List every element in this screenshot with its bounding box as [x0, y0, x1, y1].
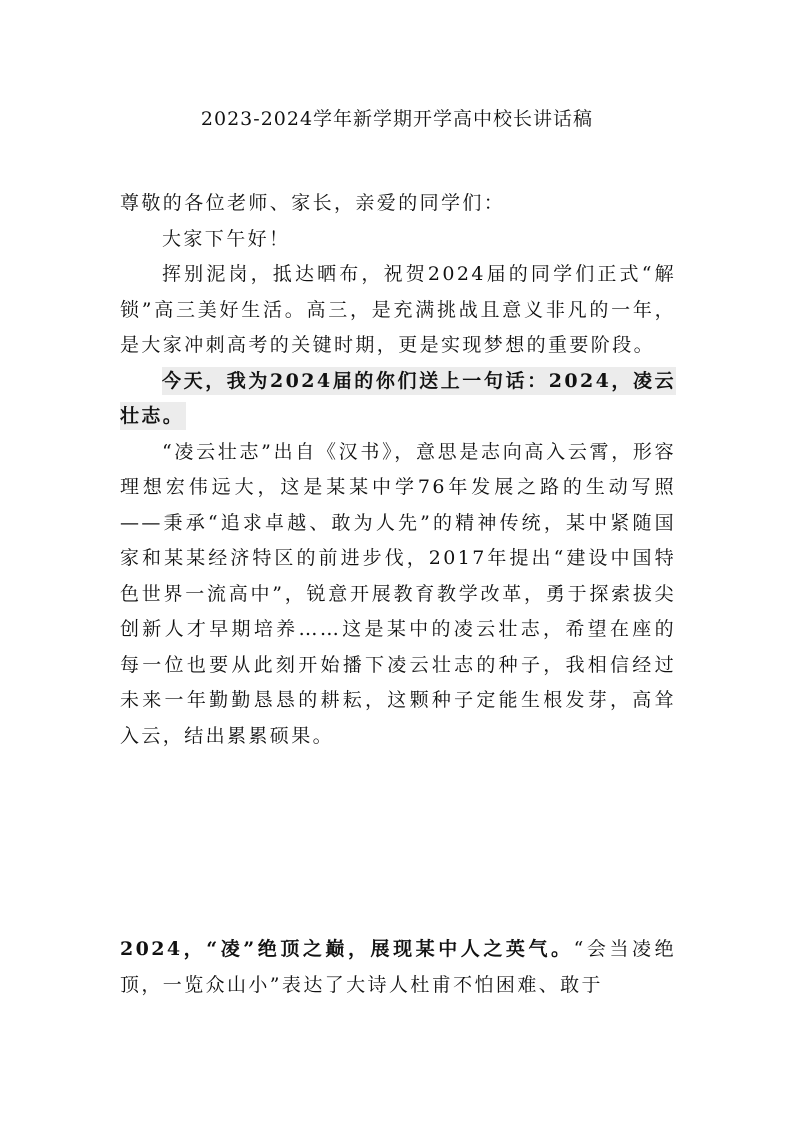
- paragraph-1: 挥别泥岗，抵达晒布，祝贺2024届的同学们正式“解锁”高三美好生活。高三，是充满挑战且意义非凡的一年，是大家冲刺高考的关键时期，更是实现梦想的重要阶段。: [120, 263, 676, 356]
- section-block: [120, 932, 676, 1003]
- highlighted-text: 今天，我为2024届的你们送上一句话：2024，凌云壮志。: [120, 367, 676, 431]
- paragraph-2: “凌云壮志”出自《汉书》，意思是志向高入云霄，形容理想宏伟远大，这是某某中学76年发展之路的生动写照——秉承“追求卓越、敢为人先”的精神传统，某中紧随国家和某某经济特区的前进步伐，2017年提出“建设中国特色世界一流高中”，锐意开展教育教学改革，勇于探索拔尖创新人才早期培养……这是某中的凌云壮志，希望在座的每一位也要从此刻开始播下凌云壮志的种子，我相信经过未来一年勤勤恳恳的耕耘，这颗种子定能生根发芽，高耸入云，结出累累硕果。: [120, 440, 676, 747]
- document-title: 2023-2024学年新学期开学高中校长讲话稿: [200, 108, 594, 130]
- greeting: 大家下午好！: [162, 227, 291, 250]
- highlight-paragraph: [120, 364, 676, 435]
- section-paragraph: [120, 932, 676, 1003]
- salutation: 尊敬的各位老师、家长，亲爱的同学们：: [120, 192, 506, 214]
- salutation-block: [120, 186, 676, 754]
- section-text: “会当凌绝顶，一览众山小”表达了大诗人杜甫不怕困难、敢于: [120, 938, 676, 996]
- section-heading: 2024，“凌”绝顶之巅，展现某中人之英气。: [120, 938, 574, 960]
